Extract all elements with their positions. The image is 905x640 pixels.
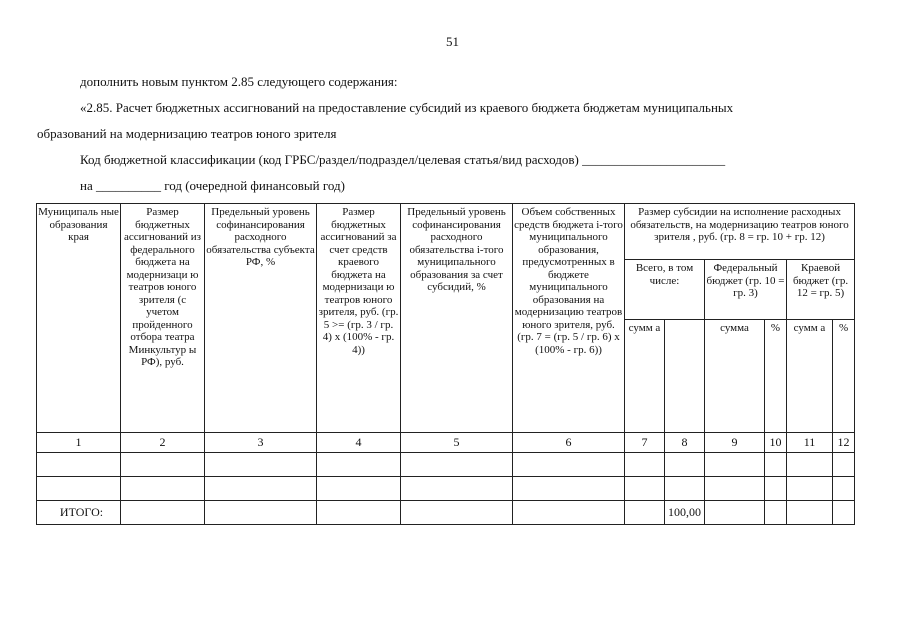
column-number: 9 xyxy=(705,433,765,453)
header-cofinancing-municipal: Предельный уровень софинансирования расходного обязательства i-того муниципального образования за счет субсидий, % xyxy=(401,204,513,433)
column-number: 10 xyxy=(765,433,787,453)
table-cell xyxy=(625,453,665,477)
year-prefix: на xyxy=(80,178,93,193)
subsidy-calculation-table xyxy=(36,203,855,525)
table-cell xyxy=(513,477,625,501)
column-number: 6 xyxy=(513,433,625,453)
header-regional-budget: Краевой бюджет (гр. 12 = гр. 5) xyxy=(787,260,855,320)
header-federal-budget: Федеральный бюджет (гр. 10 = гр. 3) xyxy=(705,260,787,320)
table-cell xyxy=(705,501,765,525)
clause-heading-line: «2.85. Расчет бюджетных ассигнований на предоставление субсидий из краевого бюджета бюджетам муниципальных xyxy=(80,100,734,115)
header-subsidy-group: Размер субсидии на исполнение расходных обязательств, на модернизацию театров юного зрителя , руб. (гр. 8 = гр. 10 + гр. 12) xyxy=(625,204,855,260)
empty-data-row xyxy=(37,477,855,501)
page-number: 51 xyxy=(446,34,459,49)
header-percent-col10: % xyxy=(765,320,787,433)
table-cell xyxy=(401,501,513,525)
header-regional-allocations: Размер бюджетных ассигнований за счет средств краевого бюджета на модернизаци ю театров юного зрителя, руб. (гр. 5 >= (гр. 3 / гр. 4) х (100% - гр. 4)) xyxy=(317,204,401,433)
column-number: 7 xyxy=(625,433,665,453)
column-number: 11 xyxy=(787,433,833,453)
column-number: 8 xyxy=(665,433,705,453)
table-cell xyxy=(765,477,787,501)
total-label: ИТОГО: xyxy=(37,501,121,525)
header-empty-col8 xyxy=(665,320,705,433)
table-cell xyxy=(833,501,855,525)
table-cell xyxy=(765,453,787,477)
header-cofinancing-subject: Предельный уровень софинансирования расходного обязательства субъекта РФ, % xyxy=(205,204,317,433)
table-cell xyxy=(513,501,625,525)
table-cell xyxy=(787,501,833,525)
header-sum-col11: сумм а xyxy=(787,320,833,433)
table-cell xyxy=(787,453,833,477)
year-line xyxy=(80,178,345,194)
table-cell xyxy=(317,453,401,477)
year-suffix: год (очередной финансовый год) xyxy=(164,178,345,193)
column-number: 5 xyxy=(401,433,513,453)
total-row xyxy=(37,501,855,525)
table-cell xyxy=(705,477,765,501)
budget-code-label: Код бюджетной классификации (код ГРБС/раздел/подраздел/целевая статья/вид расходов) xyxy=(80,152,579,167)
budget-code-line xyxy=(80,152,725,168)
table-cell xyxy=(513,453,625,477)
table-cell xyxy=(625,477,665,501)
header-total-including: Всего, в том числе: xyxy=(625,260,705,320)
table-cell xyxy=(401,477,513,501)
table-cell xyxy=(665,453,705,477)
table-cell xyxy=(205,477,317,501)
intro-line: дополнить новым пунктом 2.85 следующего содержания: xyxy=(80,74,398,89)
header-sum-col7: сумм а xyxy=(625,320,665,433)
column-number: 3 xyxy=(205,433,317,453)
table-cell xyxy=(401,453,513,477)
header-municipalities: Муниципаль ные образования края xyxy=(37,204,121,433)
column-numbers-row xyxy=(37,433,855,453)
empty-data-row xyxy=(37,453,855,477)
table-cell xyxy=(665,477,705,501)
column-number: 12 xyxy=(833,433,855,453)
table-cell xyxy=(705,453,765,477)
table-cell xyxy=(121,477,205,501)
budget-code-blank: ______________________ xyxy=(582,152,726,167)
table-cell xyxy=(317,477,401,501)
table-cell xyxy=(121,501,205,525)
table-cell xyxy=(317,501,401,525)
year-blank: __________ xyxy=(95,178,161,193)
table-cell xyxy=(833,453,855,477)
table-cell xyxy=(765,501,787,525)
column-number: 4 xyxy=(317,433,401,453)
column-number: 1 xyxy=(37,433,121,453)
table-cell xyxy=(37,453,121,477)
total-value-col8: 100,00 xyxy=(665,501,705,525)
header-sum-col9: сумма xyxy=(705,320,765,433)
table-cell xyxy=(625,501,665,525)
header-federal-allocations: Размер бюджетных ассигнований из федерального бюджета на модернизаци ю театров юного зрителя (с учетом пройденного отбора театра Минкультур ы РФ), руб. xyxy=(121,204,205,433)
table-cell xyxy=(205,453,317,477)
table-cell xyxy=(833,477,855,501)
column-number: 2 xyxy=(121,433,205,453)
table-cell xyxy=(121,453,205,477)
table-cell xyxy=(37,477,121,501)
header-own-funds: Объем собственных средств бюджета i-того муниципального образования, предусмотренных в бюджете муниципального образования на модернизацию театров юного зрителя, руб. (гр. 7 = (гр. 5 / гр. 6) х (100% - гр. 6)) xyxy=(513,204,625,433)
clause-heading-continuation: образований на модернизацию театров юного зрителя xyxy=(37,126,337,141)
header-percent-col12: % xyxy=(833,320,855,433)
table-cell xyxy=(787,477,833,501)
table-cell xyxy=(205,501,317,525)
